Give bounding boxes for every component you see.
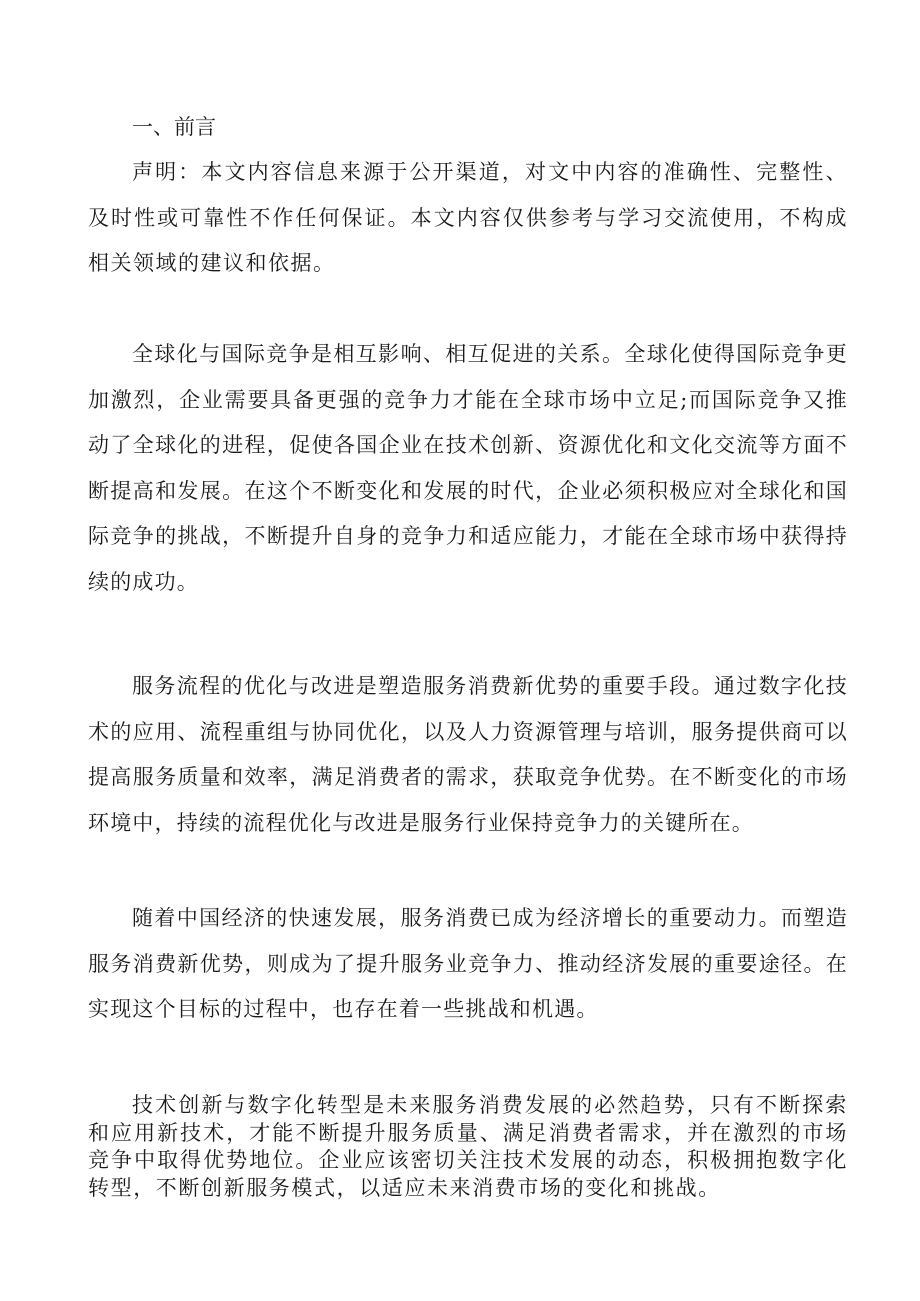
service-process-paragraph: 服务流程的优化与改进是塑造服务消费新优势的重要手段。通过数字化技术的应用、流程重组与协同优化，以及人力资源管理与培训，服务提供商可以提高服务质量和效率，满足消费者的需求，获取竞争优势。在不断变化的市场环境中，持续的流程优化与改进是服务行业保持竞争力的关键所在。: [88, 674, 848, 835]
disclaimer-paragraph: 声明：本文内容信息来源于公开渠道，对文中内容的准确性、完整性、及时性或可靠性不作任何保证。本文内容仅供参考与学习交流使用，不构成相关领域的建议和依据。: [88, 160, 848, 275]
china-economy-paragraph: 随着中国经济的快速发展，服务消费已成为经济增长的重要动力。而塑造服务消费新优势，则成为了提升服务业竞争力、推动经济发展的重要途径。在实现这个目标的过程中，也存在着一些挑战和机遇。: [88, 906, 848, 1021]
technology-paragraph: 技术创新与数字化转型是未来服务消费发展的必然趋势，只有不断探索和应用新技术，才能不断提升服务质量、满足消费者需求，并在激烈的市场竞争中取得优势地位。企业应该密切关注技术发展的动态，积极拥抱数字化转型，不断创新服务模式，以适应未来消费市场的变化和挑战。: [88, 1093, 848, 1200]
section-heading: 一、前言: [132, 115, 216, 139]
globalization-paragraph: 全球化与国际竞争是相互影响、相互促进的关系。全球化使得国际竞争更加激烈，企业需要具备更强的竞争力才能在全球市场中立足;而国际竞争又推动了全球化的进程，促使各国企业在技术创新、资源优化和文化交流等方面不断提高和发展。在这个不断变化和发展的时代，企业必须积极应对全球化和国际竞争的挑战，不断提升自身的竞争力和适应能力，才能在全球市场中获得持续的成功。: [88, 342, 848, 594]
